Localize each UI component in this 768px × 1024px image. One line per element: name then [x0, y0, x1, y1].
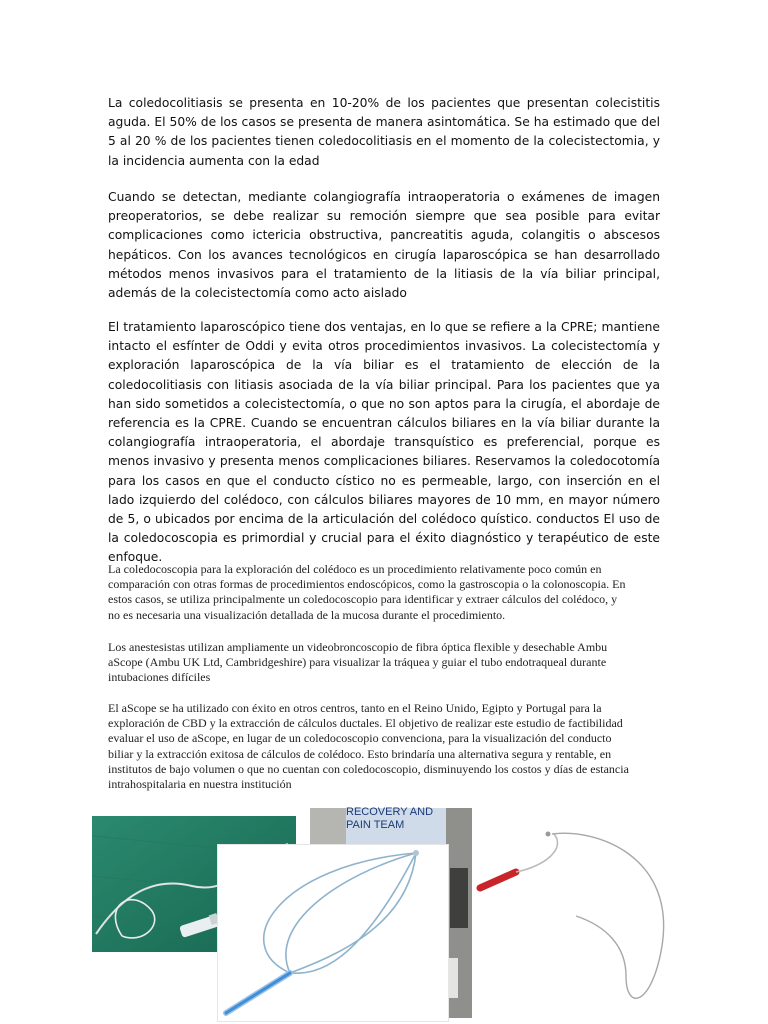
paragraph-detection: Cuando se detectan, mediante colangiografía intraoperatoria o exámenes de imagen preoperatorios, se debe realizar su remoción siempre que sea posible para evitar complicaciones como ictericia obstructiva, pancreatitis aguda, colangitis o abscesos hepáticos. Con los avances tecnológicos en cirugía laparoscópica se han desarrollado métodos menos invasivos para el tratamiento de la litiasis de la vía biliar principal, además de la colecistectomía como acto aislado — [108, 190, 660, 301]
paragraph-laparoscopic-treatment: El tratamiento laparoscópico tiene dos ventajas, en lo que se refiere a la CPRE; mantiene intacto el esfínter de Oddi y evita otros procedimientos invasivos. La colecistectomía y exploración laparoscópica de la vía biliar es el tratamiento de elección de la coledocolitiasis con litiasis asociada de la vía biliar principal. Para los pacientes que ya han sido sometidos a colecistectomía, o que no son aptos para la cirugía, el abordaje de referencia es la CPRE. Cuando se encuentran cálculos biliares en la vía biliar durante la colangiografía intraoperatoria, el abordaje transquístico es preferencial, porque es menos invasivo y presenta menos complicaciones biliares. Reservamos la coledocotomía para los casos en que el conducto cístico no es permeable, largo, con inserción en el lado izquierdo del colédoco, con cálculos biliares mayores de 10 mm, en mayor número de 5, o ubicados por encima de la articulación del colédoco quístico. conductos El uso de la coledocoscopia es primordial y crucial para el éxito diagnóstico y terapéutico de este enfoque. — [108, 320, 660, 565]
sign-text-line-2: PAIN TEAM — [346, 819, 405, 831]
paragraph-epidemiology: La coledocolitiasis se presenta en 10-20% de los pacientes que presentan colecistitis aguda. El 50% de los casos se presenta de manera asintomática. Se ha estimado que del 5 al 20 % de los pacientes tienen coledocolitiasis en el momento de la colecistectomia, y la incidencia aumenta con la edad — [108, 96, 660, 168]
sign-text — [346, 806, 446, 832]
photo-stone-basket-svg — [218, 845, 448, 1021]
photo-catheter-wire-svg — [476, 826, 680, 1018]
paragraph-ascope-objective: El aScope se ha utilizado con éxito en otros centros, tanto en el Reino Unido, Egipto y Portugal para la exploración de CBD y la extracción de cálculos ductales. El objetivo de realizar este estudio de factibilidad evaluar el uso de aScope, en lugar de un coledocoscopio convenciona, para la visualización del conducto biliar y la extracción exitosa de cálculos de colédoco. Esto brindaría una alternativa segura y rentable, en institutos de bajo volumen o que no cuentan con coledocoscopio, disminuyendo los costos y días de estancia intrahospitalaria en nuestra institución — [108, 701, 629, 792]
paragraph-choledochoscopy: La coledocoscopia para la exploración del colédoco es un procedimiento relativamente poco común en comparación con otras formas de procedimientos endoscópicos, como la gastroscopia o la colonoscopia. En estos casos, se utiliza principalmente un coledocoscopio para identificar y extraer cálculos del colédoco, y no es necesaria una visualización detallada de la mucosa durante el procedimiento. — [108, 562, 626, 622]
photo-catheter-wire — [476, 826, 680, 1018]
paragraph-anesthetists: Los anestesistas utilizan ampliamente un videobroncoscopio de fibra óptica flexible y desechable Ambu aScope (Ambu UK Ltd, Cambridgeshire) para visualizar la tráquea y guiar el tubo endotraqueal durante intubaciones difíciles — [108, 640, 608, 685]
sign-text-line-1: RECOVERY AND — [346, 806, 434, 818]
photo-stone-basket — [217, 844, 449, 1022]
